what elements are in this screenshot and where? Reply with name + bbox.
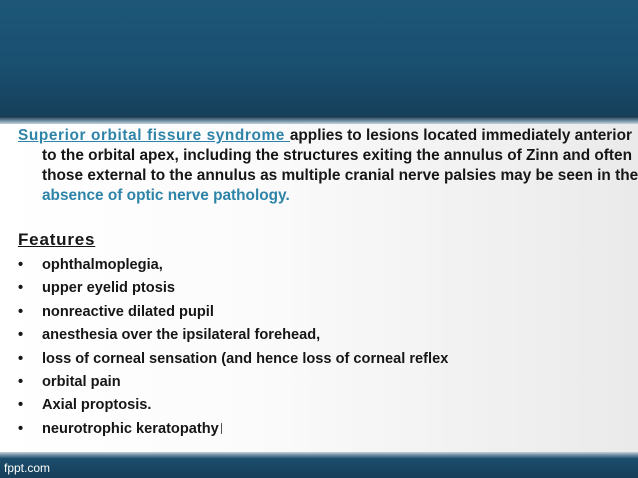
header-divider	[0, 116, 638, 124]
bullet-icon: •	[18, 420, 24, 437]
bullet-icon: •	[18, 397, 24, 414]
bullet-icon: •	[18, 280, 24, 297]
slide-header-band	[0, 0, 638, 118]
bullet-icon: •	[18, 257, 24, 273]
text-cursor-icon	[221, 423, 222, 434]
features-heading: Features	[18, 230, 96, 249]
intro-body-text: applies to lesions located immediately anterior to the orbital apex, including the structures exiting the annulus of Zinn and often those external to the annulus as multiple cranial nerve palsies may be seen in the	[42, 127, 638, 184]
last-bullet-text: neurotrophic keratopathy	[42, 418, 222, 441]
bullet-icon: •	[18, 327, 24, 344]
intro-accent-text: absence of optic nerve pathology.	[42, 187, 290, 204]
bullet-icon: •	[18, 350, 24, 367]
bullet-icon: •	[18, 303, 24, 320]
intro-paragraph	[18, 126, 638, 206]
footer-brand: fppt.com	[4, 461, 51, 475]
bullet-icon: •	[18, 373, 24, 390]
slide-footer-band	[0, 458, 638, 478]
intro-lead-term: Superior orbital fissure syndrome	[18, 127, 290, 144]
